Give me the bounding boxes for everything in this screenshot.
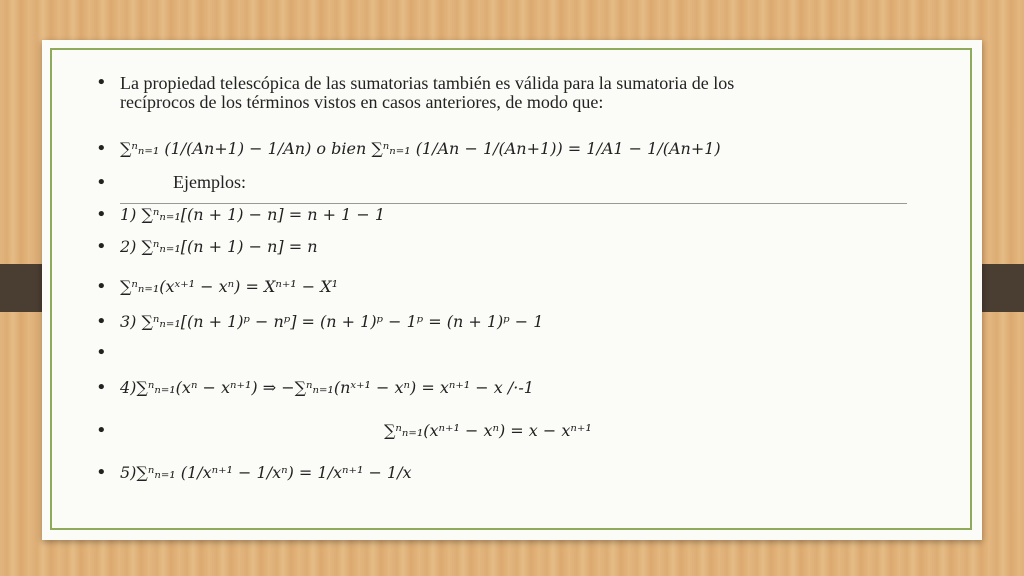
bullet: • (96, 342, 107, 363)
intro-line-1: La propiedad telescópica de las sumatorias también es válida para la sumatoria de los (120, 73, 735, 93)
bullet: • (96, 138, 107, 159)
intro-line-2: recíprocos de los términos vistos en casos anteriores, de modo que: (120, 92, 604, 112)
bullet: • (96, 276, 107, 297)
example-2: 2) ∑ⁿₙ₌₁[(n + 1) − n] = n (120, 237, 318, 256)
example-4-result: ∑ⁿₙ₌₁(xⁿ⁺¹ − xⁿ) = x − xⁿ⁺¹ (384, 421, 592, 440)
divider-rule (120, 203, 907, 204)
formula-reciprocal: ∑ⁿₙ₌₁ (1/(An+1) − 1/An) o bien ∑ⁿₙ₌₁ (1/An − 1/(An+1)) = 1/A1 − 1/(An+1) (120, 139, 721, 158)
bullet: • (96, 311, 107, 332)
bullet: • (96, 420, 107, 441)
bullet: • (96, 72, 107, 93)
examples-heading: Ejemplos: (173, 172, 246, 192)
example-3: 3) ∑ⁿₙ₌₁[(n + 1)ᵖ − nᵖ] = (n + 1)ᵖ − 1ᵖ = (n + 1)ᵖ − 1 (120, 312, 544, 331)
example-5: 5)∑ⁿₙ₌₁ (1/xⁿ⁺¹ − 1/xⁿ) = 1/xⁿ⁺¹ − 1/x (120, 463, 412, 482)
bullet: • (96, 236, 107, 257)
bullet: • (96, 172, 107, 193)
example-1: 1) ∑ⁿₙ₌₁[(n + 1) − n] = n + 1 − 1 (120, 205, 386, 224)
bullet: • (96, 377, 107, 398)
example-general: ∑ⁿₙ₌₁(xˣ⁺¹ − xⁿ) = Xⁿ⁺¹ − X¹ (120, 277, 339, 296)
bullet: • (96, 462, 107, 483)
example-4: 4)∑ⁿₙ₌₁(xⁿ − xⁿ⁺¹) ⇒ −∑ⁿₙ₌₁(nˣ⁺¹ − xⁿ) = xⁿ⁺¹ − x /·-1 (120, 378, 534, 397)
bullet: • (96, 204, 107, 225)
